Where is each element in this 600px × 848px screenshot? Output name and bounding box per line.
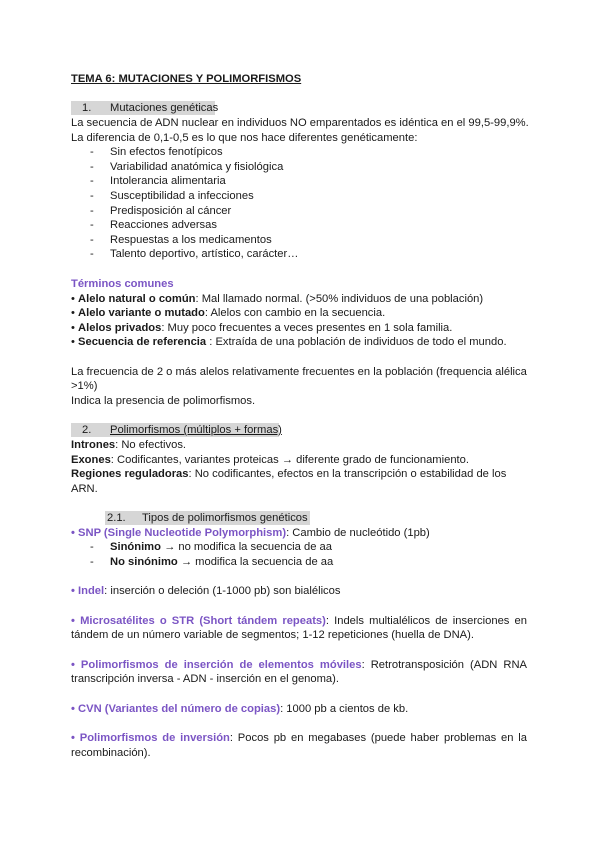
- section-1-heading: [71, 101, 271, 116]
- freq-line-3: Indica la presencia de polimorfismos.: [71, 395, 256, 407]
- terms-heading: Términos comunes: [71, 278, 174, 290]
- microsatelites-line: • Microsatélites o STR (Short tándem repeats): Indels multialélicos de inserciones en: [71, 615, 527, 627]
- term-natural: • Alelo natural o común: Mal llamado normal. (>50% individuos de una población): [71, 293, 484, 305]
- moviles-line: • Polimorfismos de inserción de elementos móviles: Retrotransposición (ADN RNA: [71, 659, 527, 671]
- inversion-line: • Polimorfismos de inversión: Pocos pb en megabases (puede haber problemas en la: [71, 732, 527, 744]
- snp-line: • SNP (Single Nucleotide Polymorphism): Cambio de nucleótido (1pb): [71, 527, 430, 539]
- term-referencia: • Secuencia de referencia : Extraída de una población de individuos de todo el mundo.: [71, 336, 507, 348]
- section-2-1-heading: [71, 511, 331, 526]
- list-item: - Reacciones adversas: [90, 219, 217, 231]
- list-item: - Sin efectos fenotípicos: [90, 146, 223, 158]
- regiones-line-2: ARN.: [71, 483, 98, 495]
- no-sinonimo-item: - No sinónimo → modifica la secuencia de aa: [90, 556, 334, 568]
- term-privados: • Alelos privados: Muy poco frecuentes a veces presentes en 1 sola familia.: [71, 322, 453, 334]
- section-2-1-number: 2.1.: [107, 512, 126, 524]
- list-item: - Susceptibilidad a infecciones: [90, 190, 254, 202]
- list-item: - Talento deportivo, artístico, carácter…: [90, 248, 299, 260]
- freq-line-1: La frecuencia de 2 o más alelos relativamente frecuentes en la población (frequencia alélica: [71, 366, 527, 378]
- term-variante: • Alelo variante o mutado: Alelos con cambio en la secuencia.: [71, 307, 386, 319]
- list-item: - Respuestas a los medicamentos: [90, 234, 272, 246]
- section-1-para-1: La secuencia de ADN nuclear en individuos NO emparentados es idéntica en el 99,5-99,9%.: [71, 117, 529, 129]
- section-1-para-2: La diferencia de 0,1-0,5 es lo que nos hace diferentes genéticamente:: [71, 132, 418, 144]
- intrones-line: Intrones: No efectivos.: [71, 439, 187, 451]
- section-2-heading: [71, 423, 291, 438]
- list-item: - Intolerancia alimentaria: [90, 175, 226, 187]
- exones-line: Exones: Codificantes, variantes proteicas → diferente grado de funcionamiento.: [71, 454, 469, 466]
- indel-line: • Indel: inserción o deleción (1-1000 pb) son bialélicos: [71, 585, 341, 597]
- microsatelites-line-2: tándem de un número variable de segmentos; 1-12 repeticiones (huella de DNA).: [71, 629, 474, 641]
- sinonimo-item: - Sinónimo → no modifica la secuencia de aa: [90, 541, 332, 553]
- inversion-line-2: recombinación).: [71, 747, 151, 759]
- section-2-1-title: Tipos de polimorfismos genéticos: [142, 512, 308, 524]
- cvn-line: • CVN (Variantes del número de copias): 1000 pb a cientos de kb.: [71, 703, 409, 715]
- section-1-title: Mutaciones genéticas: [110, 102, 219, 114]
- section-1-number: 1.: [82, 102, 92, 114]
- list-item: - Variabilidad anatómica y fisiológica: [90, 161, 284, 173]
- list-item: - Predisposición al cáncer: [90, 205, 232, 217]
- regiones-line: Regiones reguladoras: No codificantes, efectos en la transcripción o estabilidad de los: [71, 468, 507, 480]
- moviles-line-2: transcripción inversa - ADN - inserción en el genoma).: [71, 673, 339, 685]
- document-title: TEMA 6: MUTACIONES Y POLIMORFISMOS: [71, 73, 302, 85]
- freq-line-2: >1%): [71, 380, 98, 392]
- section-2-title: Polimorfismos (múltiplos + formas): [110, 424, 282, 436]
- section-2-number: 2.: [82, 424, 92, 436]
